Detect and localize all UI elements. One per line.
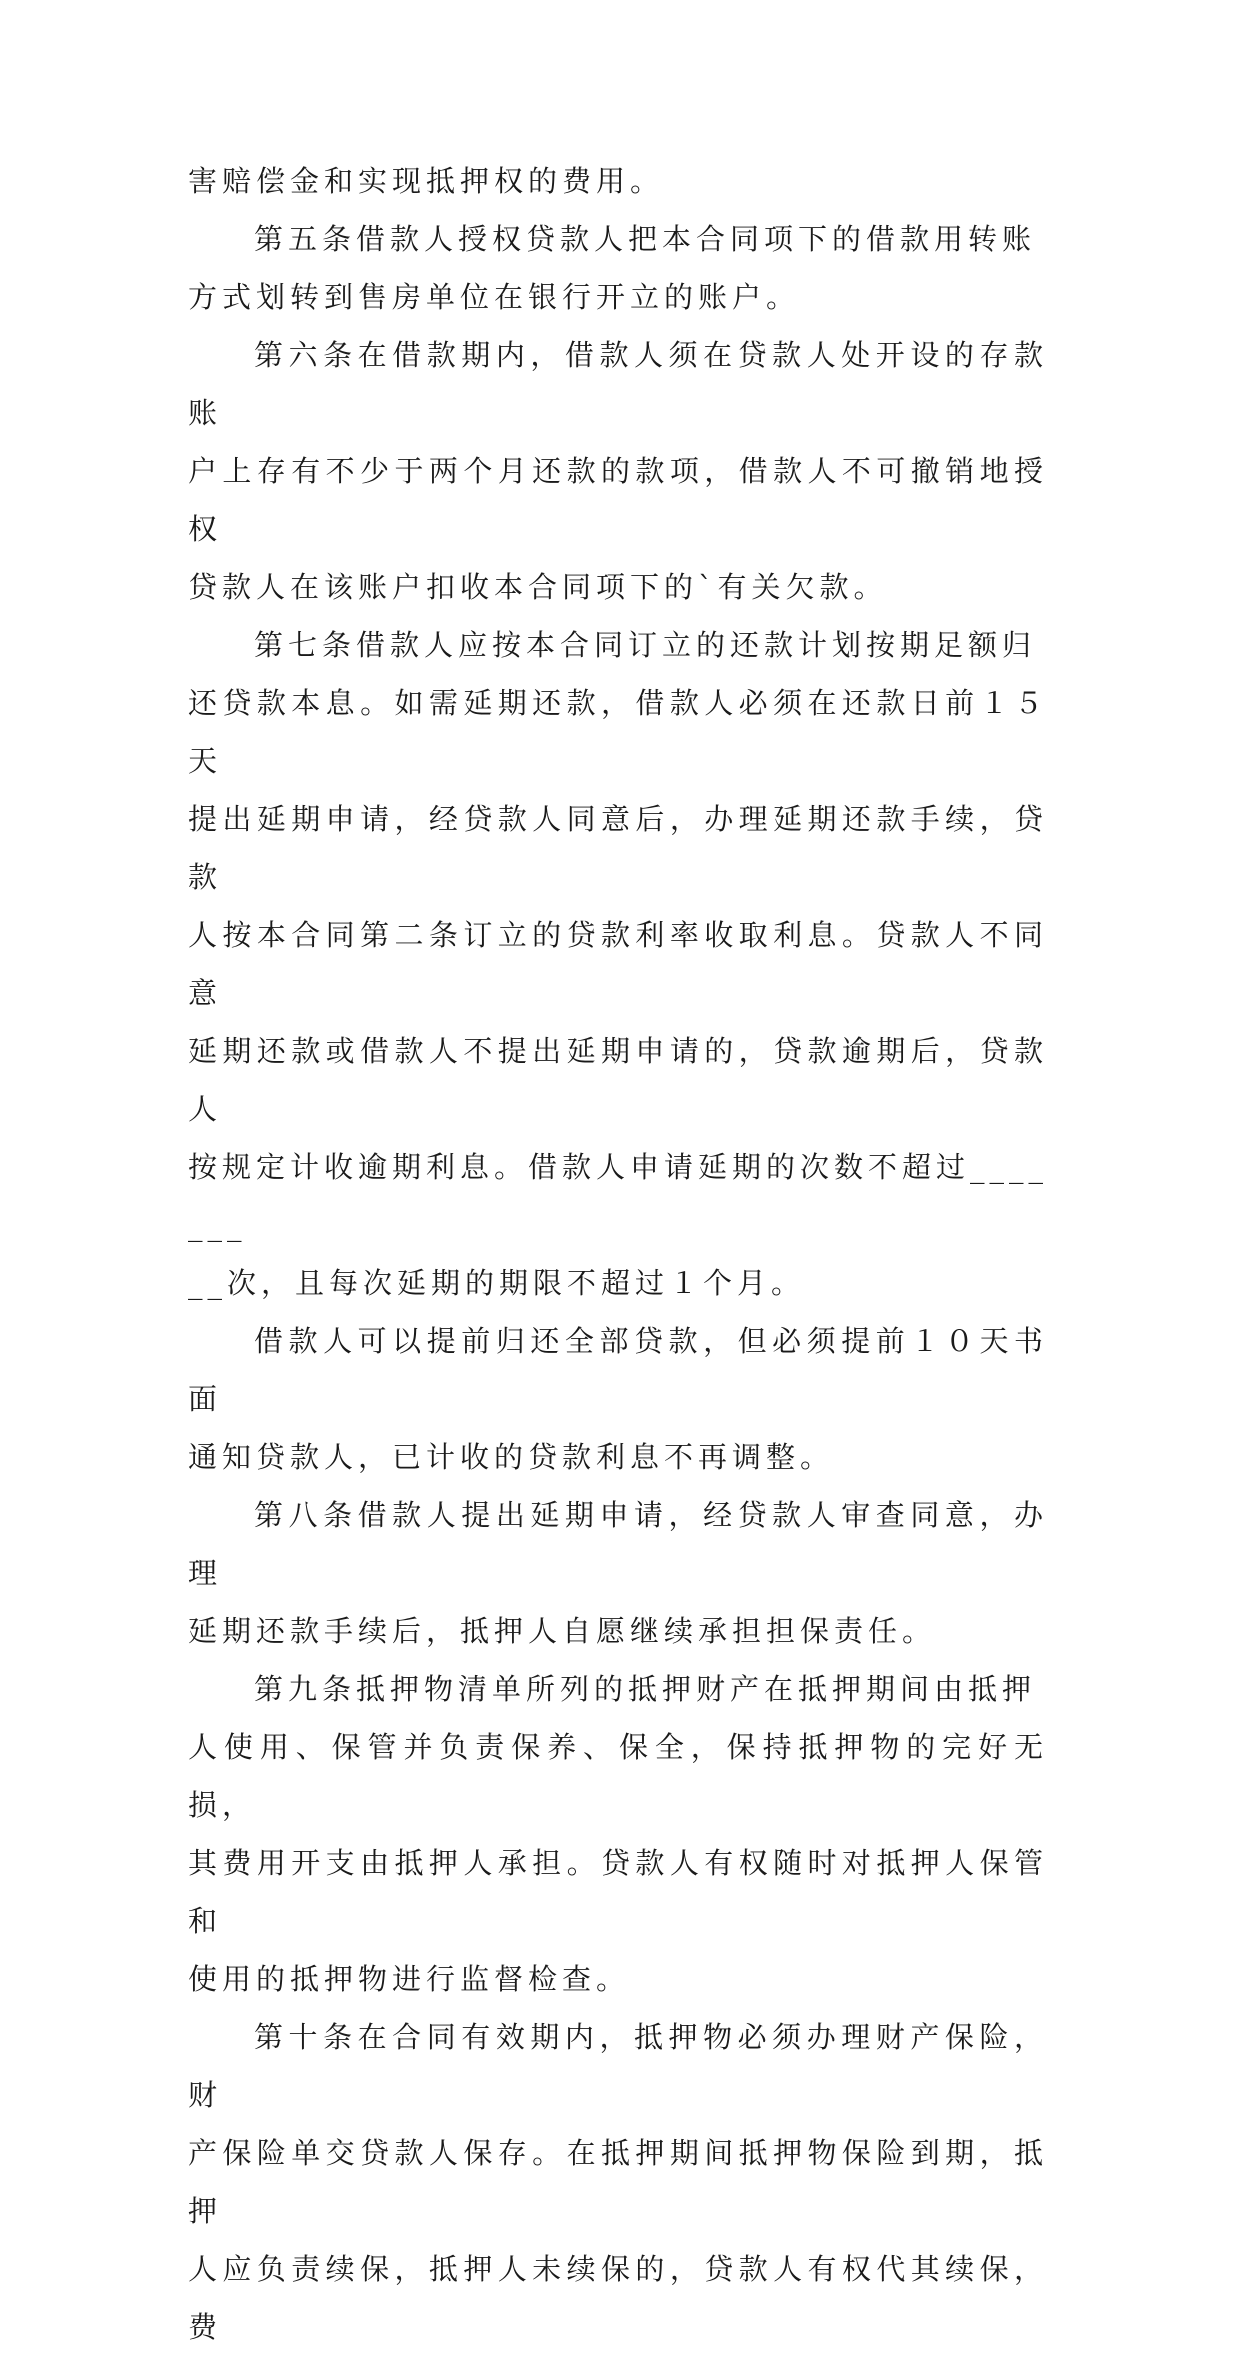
text-line: 其费用开支由抵押人承担。贷款人有权随时对抵押人保管和	[188, 1846, 1048, 1938]
text-line: 产保险单交贷款人保存。在抵押期间抵押物保险到期，抵押	[188, 2136, 1048, 2228]
text-line: 提出延期申请，经贷款人同意后，办理延期还款手续，贷款	[188, 802, 1048, 894]
text-line: 使用的抵押物进行监督检查。	[188, 1962, 631, 1996]
text-line: 第五条借款人授权贷款人把本合同项下的借款用转账	[254, 222, 1037, 256]
paragraph	[188, 1660, 1048, 2008]
paragraph	[188, 326, 1048, 616]
paragraph	[188, 2008, 1048, 2356]
text-line: 延期还款手续后，抵押人自愿继续承担担保责任。	[188, 1614, 937, 1648]
text-line: 还贷款本息。如需延期还款，借款人必须在还款日前１５天	[188, 686, 1048, 778]
paragraph	[188, 210, 1048, 326]
text-line: 延期还款或借款人不提出延期申请的，贷款逾期后，贷款人	[188, 1034, 1048, 1126]
paragraph	[188, 616, 1048, 1312]
paragraph	[188, 152, 1048, 210]
document-body	[188, 152, 1048, 2356]
text-line: __次，且每次延期的期限不超过１个月。	[188, 1266, 806, 1300]
text-line: 人使用、保管并负责保养、保全，保持抵押物的完好无损，	[188, 1730, 1048, 1822]
text-line: 第六条在借款期内，借款人须在贷款人处开设的存款账	[188, 338, 1048, 430]
text-line: 第十条在合同有效期内，抵押物必须办理财产保险，财	[188, 2020, 1048, 2112]
text-line: 第八条借款人提出延期申请，经贷款人审查同意，办理	[188, 1498, 1048, 1590]
text-line: 借款人可以提前归还全部贷款，但必须提前１０天书面	[188, 1324, 1048, 1416]
text-line: 通知贷款人，已计收的贷款利息不再调整。	[188, 1440, 835, 1474]
text-line: 方式划转到售房单位在银行开立的账户。	[188, 280, 801, 314]
text-line: 人按本合同第二条订立的贷款利率收取利息。贷款人不同意	[188, 918, 1048, 1010]
text-line: 第七条借款人应按本合同订立的还款计划按期足额归	[254, 628, 1037, 662]
paragraph	[188, 1486, 1048, 1660]
paragraph	[188, 1312, 1048, 1486]
text-line: 按规定计收逾期利息。借款人申请延期的次数不超过_______	[188, 1150, 1049, 1242]
text-line: 贷款人在该账户扣收本合同项下的`有关欠款。	[188, 570, 888, 604]
text-line: 户上存有不少于两个月还款的款项，借款人不可撤销地授权	[188, 454, 1048, 546]
text-line: 人应负责续保，抵押人未续保的，贷款人有权代其续保，费	[188, 2252, 1048, 2344]
text-line: 害赔偿金和实现抵押权的费用。	[188, 164, 665, 198]
text-line: 第九条抵押物清单所列的抵押财产在抵押期间由抵押	[254, 1672, 1037, 1706]
